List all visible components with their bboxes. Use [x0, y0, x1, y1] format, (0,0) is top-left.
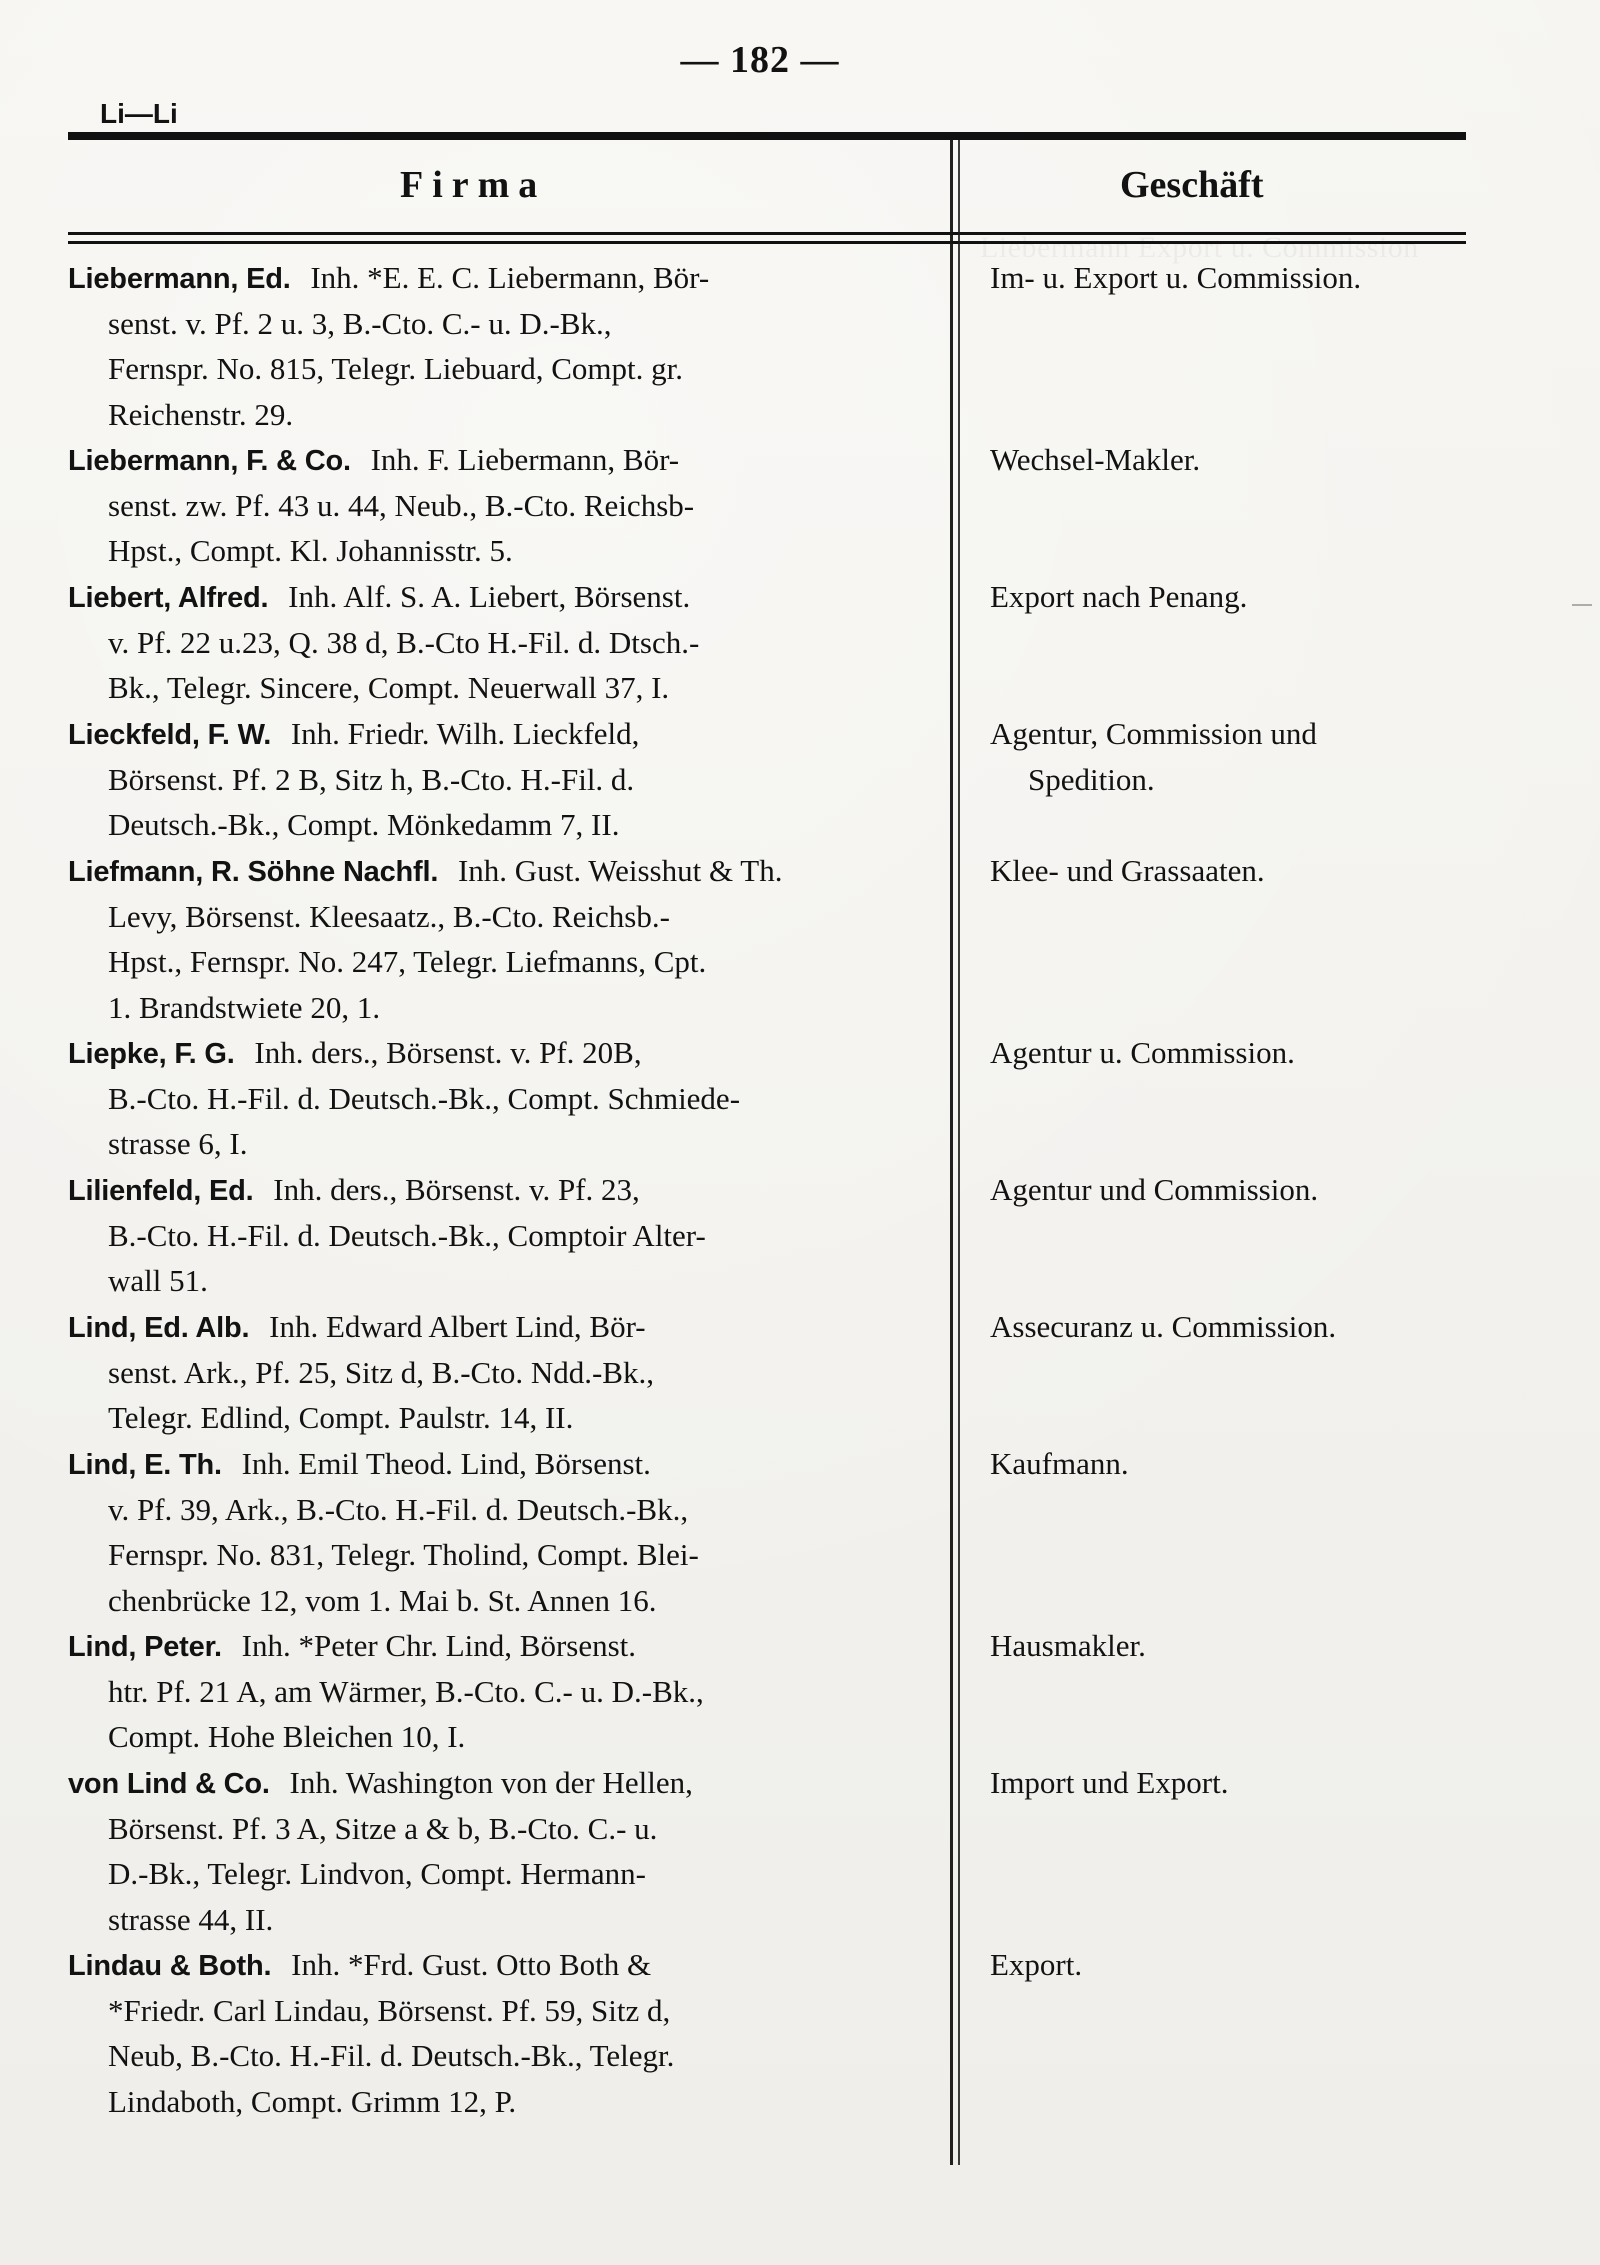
entry-line: Bk., Telegr. Sincere, Compt. Neuerwall 37, I. [108, 670, 670, 705]
directory-entry [68, 255, 938, 437]
firm-name: Lind, Peter. [68, 1631, 222, 1663]
firm-name: Lieckfeld, F. W. [68, 719, 272, 751]
business-description [990, 1441, 1510, 1487]
directory-entry [68, 1760, 938, 1942]
business-description [990, 711, 1510, 802]
directory-entry [68, 1441, 938, 1623]
firm-name: Liebermann, F. & Co. [68, 445, 351, 477]
business-description [990, 1942, 1510, 1988]
firm-name: Liefmann, R. Söhne Nachfl. [68, 856, 439, 888]
entry-text: Inh. ders., Börsenst. v. Pf. 23, [273, 1172, 640, 1207]
entry-line: v. Pf. 22 u.23, Q. 38 d, B.-Cto H.-Fil. d. Dtsch.- [108, 624, 700, 660]
entry-line: *Friedr. Carl Lindau, Börsenst. Pf. 59, Sitz d, [108, 1992, 671, 2028]
business-description [990, 1760, 1510, 1806]
directory-entry [68, 1304, 938, 1441]
entry-line: Neub, B.-Cto. H.-Fil. d. Deutsch.-Bk., Telegr. [108, 2038, 675, 2073]
firm-name: Lindau & Both. [68, 1950, 272, 1982]
business-description [990, 1167, 1510, 1213]
entry-text: Inh. ders., Börsenst. v. Pf. 20B, [254, 1035, 642, 1070]
entry-text: Inh. Washington von der Hellen, [289, 1765, 693, 1800]
entry-line: Levy, Börsenst. Kleesaatz., B.-Cto. Reichsb.- [108, 898, 670, 934]
directory-entry [68, 437, 938, 574]
entry-line: Lindaboth, Compt. Grimm 12, P. [108, 2083, 517, 2119]
alphabet-range-label: Li—Li [100, 98, 178, 129]
entry-line: Börsenst. Pf. 3 A, Sitze a & b, B.-Cto. C.- u. [108, 1810, 658, 1846]
business-line: Klee- und Grassaaten. [990, 853, 1265, 888]
entry-line: Deutsch.-Bk., Compt. Mönkedamm 7, II. [108, 807, 620, 842]
entry-first-line [68, 255, 938, 301]
directory-entry [68, 711, 938, 848]
directory-entry [68, 1030, 938, 1167]
business-line: Export nach Penang. [990, 579, 1248, 614]
business-line: Agentur u. Commission. [990, 1035, 1295, 1070]
business-description [990, 1304, 1510, 1350]
entry-line: B.-Cto. H.-Fil. d. Deutsch.-Bk., Comptoir Alter- [108, 1217, 706, 1253]
entry-first-line [68, 437, 938, 483]
entry-text: Inh. Edward Albert Lind, Bör- [269, 1309, 646, 1344]
column-divider-secondary [958, 140, 960, 2165]
firm-name: Lilienfeld, Ed. [68, 1175, 254, 1207]
entry-line: Hpst., Fernspr. No. 247, Telegr. Liefmanns, Cpt. [108, 944, 707, 979]
entry-line: htr. Pf. 21 A, am Wärmer, B.-Cto. C.- u. D.-Bk., [108, 1673, 704, 1709]
entry-line: Reichenstr. 29. [108, 396, 294, 432]
business-line: Assecuranz u. Commission. [990, 1309, 1337, 1344]
business-line: Spedition. [1028, 761, 1155, 797]
entry-line: Telegr. Edlind, Compt. Paulstr. 14, II. [108, 1400, 574, 1435]
entry-line: 1. Brandstwiete 20, 1. [108, 989, 381, 1025]
firma-column-header: Firma [400, 164, 547, 206]
business-description [990, 1030, 1510, 1076]
entry-first-line [68, 1304, 938, 1350]
entry-text: Inh. Friedr. Wilh. Lieckfeld, [290, 716, 640, 751]
directory-entry [68, 1942, 938, 2124]
entry-line: chenbrücke 12, vom 1. Mai b. St. Annen 16. [108, 1582, 657, 1618]
directory-entry [68, 1167, 938, 1304]
column-divider [950, 140, 953, 2165]
firm-name: Lind, Ed. Alb. [68, 1312, 250, 1344]
entry-text: Inh. F. Liebermann, Bör- [370, 442, 680, 477]
business-line: Wechsel-Makler. [990, 442, 1201, 477]
header-rule-2 [68, 241, 1466, 244]
entry-line: senst. zw. Pf. 43 u. 44, Neub., B.-Cto. Reichsb- [108, 487, 695, 523]
entry-first-line [68, 574, 938, 620]
business-description [990, 574, 1510, 620]
header-rule-1 [68, 232, 1466, 235]
firm-name: Liebert, Alfred. [68, 582, 269, 614]
geschaeft-column-header: Geschäft [1120, 164, 1264, 206]
firm-name: von Lind & Co. [68, 1768, 270, 1800]
business-description [990, 1623, 1510, 1669]
entry-text: Inh. *Peter Chr. Lind, Börsenst. [241, 1628, 637, 1663]
directory-entry [68, 574, 938, 711]
margin-mark [1572, 604, 1592, 606]
entry-first-line [68, 1441, 938, 1487]
entry-line: Hpst., Compt. Kl. Johannisstr. 5. [108, 533, 513, 568]
entry-line: Fernspr. No. 815, Telegr. Liebuard, Compt. gr. [108, 351, 683, 386]
entry-line: Compt. Hohe Bleichen 10, I. [108, 1719, 466, 1754]
entry-first-line [68, 1030, 938, 1076]
entry-line: wall 51. [108, 1263, 208, 1298]
entry-text: Inh. *E. E. C. Liebermann, Bör- [310, 260, 710, 295]
entry-first-line [68, 848, 938, 894]
entry-first-line [68, 1167, 938, 1213]
entry-line: senst. v. Pf. 2 u. 3, B.-Cto. C.- u. D.-Bk., [108, 305, 612, 341]
business-line: Import und Export. [990, 1765, 1229, 1800]
business-description [990, 437, 1510, 483]
entry-line: strasse 44, II. [108, 1901, 274, 1937]
entry-text: Inh. Alf. S. A. Liebert, Börsenst. [288, 579, 691, 614]
entry-line: v. Pf. 39, Ark., B.-Cto. H.-Fil. d. Deutsch.-Bk., [108, 1491, 689, 1527]
business-line: Kaufmann. [990, 1446, 1129, 1481]
business-description [990, 848, 1510, 894]
entry-line: Börsenst. Pf. 2 B, Sitz h, B.-Cto. H.-Fil. d. [108, 761, 635, 797]
business-line: Export. [990, 1947, 1083, 1982]
entry-line: B.-Cto. H.-Fil. d. Deutsch.-Bk., Compt. Schmiede- [108, 1080, 741, 1116]
entry-line: senst. Ark., Pf. 25, Sitz d, B.-Cto. Ndd.-Bk., [108, 1354, 654, 1390]
entry-text: Inh. Gust. Weisshut & Th. [457, 853, 783, 888]
entry-line: D.-Bk., Telegr. Lindvon, Compt. Hermann- [108, 1856, 646, 1891]
business-line: Agentur, Commission und [990, 716, 1317, 751]
entry-first-line [68, 1623, 938, 1669]
top-rule [68, 132, 1466, 140]
business-line: Im- u. Export u. Commission. [990, 260, 1362, 295]
business-line: Hausmakler. [990, 1628, 1146, 1663]
bleed-through-text: Liebermann Export u. Commission [980, 231, 1419, 264]
directory-entry [68, 848, 938, 1030]
entry-first-line [68, 711, 938, 757]
entry-line: strasse 6, I. [108, 1126, 248, 1161]
firm-name: Liebermann, Ed. [68, 263, 291, 295]
entry-text: Inh. Emil Theod. Lind, Börsenst. [241, 1446, 651, 1481]
entry-first-line [68, 1760, 938, 1806]
business-line: Agentur und Commission. [990, 1172, 1319, 1207]
entry-text: Inh. *Frd. Gust. Otto Both & [291, 1947, 652, 1982]
entry-line: Fernspr. No. 831, Telegr. Tholind, Compt. Blei- [108, 1537, 699, 1572]
directory-entry [68, 1623, 938, 1760]
entry-first-line [68, 1942, 938, 1988]
business-description [990, 255, 1510, 301]
firm-name: Lind, E. Th. [68, 1449, 222, 1481]
page-number: — 182 — [680, 39, 840, 81]
firm-name: Liepke, F. G. [68, 1038, 235, 1070]
